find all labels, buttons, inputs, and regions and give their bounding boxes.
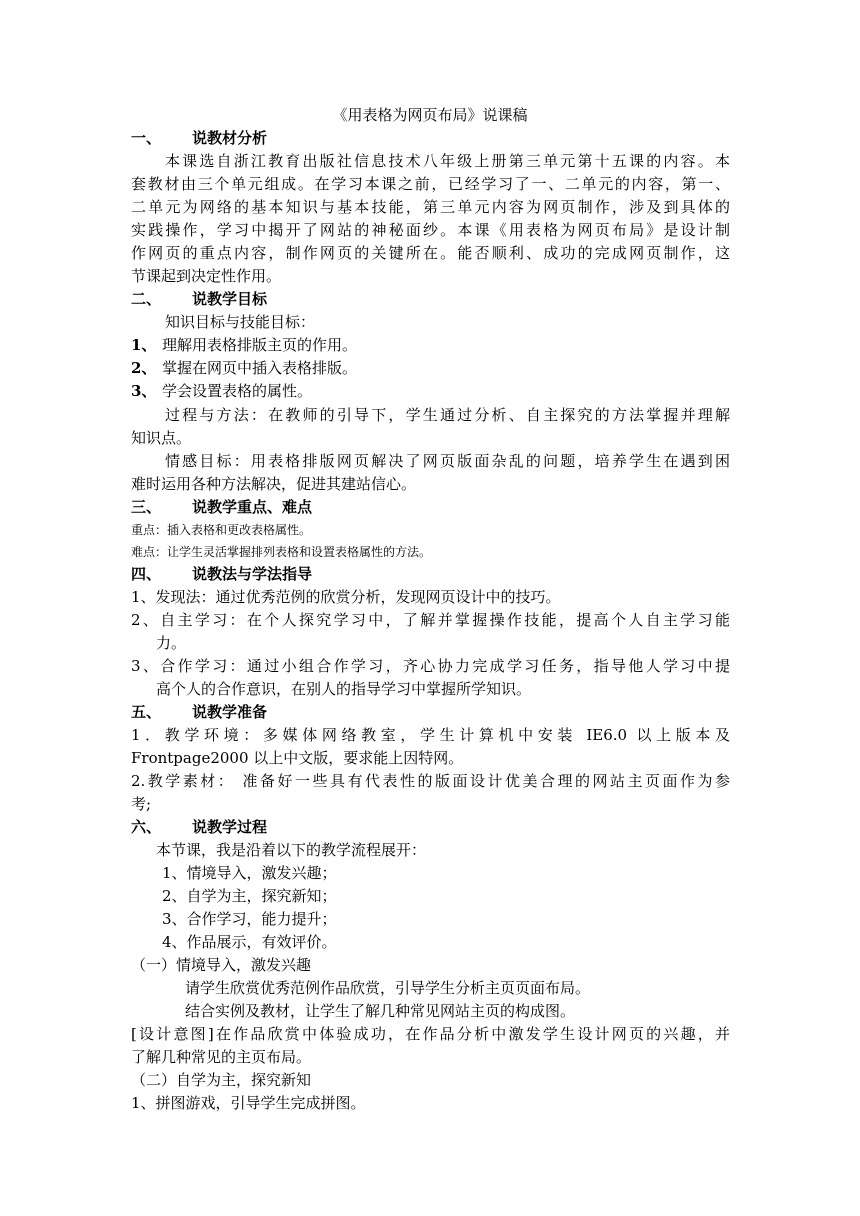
section-3-heading: 说教学重点、难点 — [192, 498, 313, 516]
section-2-number: 二、 — [131, 290, 162, 308]
part-1-line-1: 请学生欣赏优秀范例作品欣赏，引导学生分析主页页面布局。 — [185, 979, 591, 997]
key-point: 重点：插入表格和更改表格属性。 — [131, 523, 312, 537]
method-2-line-2: 力。 — [156, 634, 187, 652]
section-6-number: 六、 — [131, 818, 162, 836]
section-6-heading: 说教学过程 — [192, 818, 268, 836]
section-4-heading: 说教法与学法指导 — [192, 565, 313, 583]
section-1-line-6: 节课起到决定性作用。 — [131, 267, 282, 285]
step-4: 4、作品展示，有效评价。 — [162, 933, 337, 951]
document-title: 《用表格为网页布局》说课稿 — [332, 106, 528, 124]
goal-2-number: 2、 — [131, 359, 157, 377]
emotion-goal-line-2: 难时运用各种方法解决，促进其建站信心。 — [131, 475, 417, 493]
section-1-number: 一、 — [131, 129, 162, 147]
section-1-line-3: 二单元为网络的基本知识与基本技能，第三单元内容为网页制作，涉及到具体的 — [131, 198, 730, 216]
step-1: 1、情境导入，激发兴趣； — [162, 864, 337, 882]
prep-env-line-1: 1．教学环境：多媒体网络教室，学生计算机中安装 IE6.0 以上版本及 — [131, 726, 730, 744]
prep-material-line-1: 2.教学素材： 准备好一些具有代表性的版面设计优美合理的网站主页面作为参 — [131, 772, 730, 790]
goal-3-number: 3、 — [131, 382, 157, 400]
step-3: 3、合作学习，能力提升； — [162, 910, 337, 928]
goal-1-text: 理解用表格排版主页的作用。 — [162, 336, 358, 354]
part-2-line-1: 1、拼图游戏，引导学生完成拼图。 — [131, 1094, 366, 1112]
method-1: 1、发现法：通过优秀范例的欣赏分析，发现网页设计中的技巧。 — [131, 588, 561, 606]
design-intent-line-2: 了解几种常见的主页布局。 — [131, 1048, 312, 1066]
goal-3-text: 学会设置表格的属性。 — [162, 382, 313, 400]
part-1-line-2: 结合实例及教材，让学生了解几种常见网站主页的构成图。 — [185, 1002, 576, 1020]
section-5-number: 五、 — [131, 703, 162, 721]
part-2-heading: （二）自学为主，探究新知 — [131, 1071, 312, 1089]
section-2-heading: 说教学目标 — [192, 290, 268, 308]
section-5-heading: 说教学准备 — [192, 703, 268, 721]
process-method-line-1: 过程与方法：在教师的引导下，学生通过分析、自主探究的方法掌握并理解 — [165, 406, 730, 424]
method-2-line-1: 2、自主学习：在个人探究学习中，了解并掌握操作技能，提高个人自主学习能 — [131, 611, 730, 629]
section-1-line-1: 本课选自浙江教育出版社信息技术八年级上册第三单元第十五课的内容。本 — [165, 152, 730, 170]
difficult-point: 难点：让学生灵活掌握排列表格和设置表格属性的方法。 — [131, 545, 432, 559]
prep-material-line-2: 考; — [131, 795, 152, 813]
section-4-number: 四、 — [131, 565, 162, 583]
process-intro: 本节课，我是沿着以下的教学流程展开： — [156, 841, 427, 859]
step-2: 2、自学为主，探究新知； — [162, 887, 337, 905]
section-3-number: 三、 — [131, 498, 162, 516]
process-method-line-2: 知识点。 — [131, 429, 192, 447]
section-1-line-2: 套教材由三个单元组成。在学习本课之前，已经学习了一、二单元的内容，第一、 — [131, 175, 730, 193]
emotion-goal-line-1: 情感目标：用表格排版网页解决了网页版面杂乱的问题，培养学生在遇到困 — [165, 452, 730, 470]
goal-1-number: 1、 — [131, 336, 157, 354]
method-3-line-1: 3、合作学习：通过小组合作学习，齐心协力完成学习任务，指导他人学习中提 — [131, 657, 730, 675]
section-1-line-4: 实践操作，学习中揭开了网站的神秘面纱。本课《用表格为网页布局》是设计制 — [131, 221, 730, 239]
method-3-line-2: 高个人的合作意识，在别人的指导学习中掌握所学知识。 — [156, 680, 532, 698]
part-1-heading: （一）情境导入，激发兴趣 — [131, 956, 312, 974]
section-1-line-5: 作网页的重点内容，制作网页的关键所在。能否顺利、成功的完成网页制作，这 — [131, 244, 730, 262]
design-intent-line-1: [设计意图]在作品欣赏中体验成功，在作品分析中激发学生设计网页的兴趣，并 — [131, 1025, 730, 1043]
prep-env-line-2: Frontpage2000 以上中文版，要求能上因特网。 — [131, 749, 464, 767]
section-2-intro: 知识目标与技能目标： — [165, 313, 316, 331]
section-1-heading: 说教材分析 — [192, 129, 268, 147]
goal-2-text: 掌握在网页中插入表格排版。 — [162, 359, 358, 377]
